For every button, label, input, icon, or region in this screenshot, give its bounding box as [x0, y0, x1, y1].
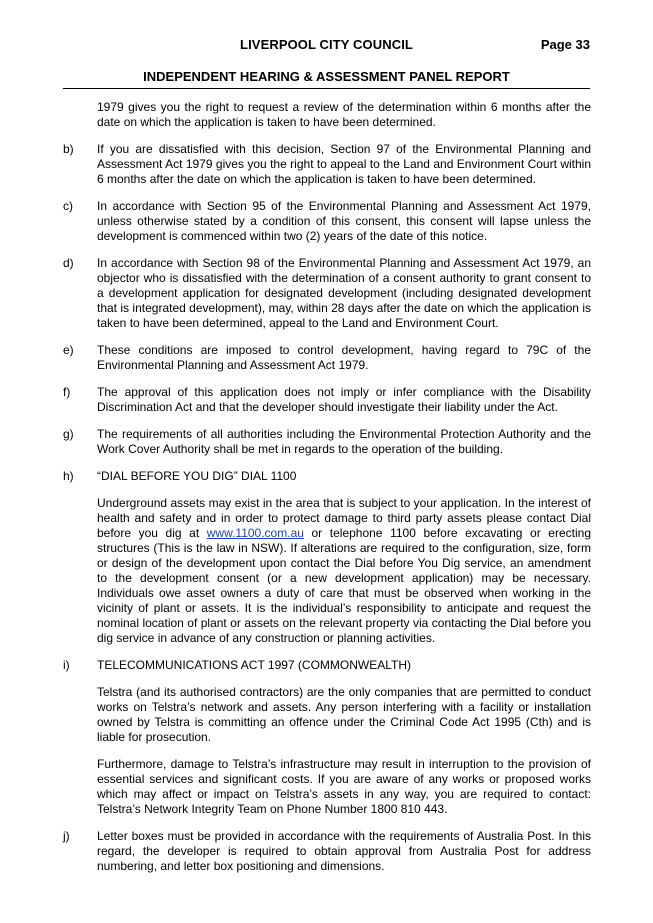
item-label: g) [63, 427, 74, 441]
item-text: These conditions are imposed to control development, having regard to 79C of the Environmental Planning and Assessment Act 1979. [97, 343, 591, 372]
list-item-c [63, 199, 591, 244]
item-text: If you are dissatisfied with this decision, Section 97 of the Environmental Planning and Assessment Act 1979 gives you the right to appeal to the Land and Environment Court within 6 months after the date on which the application is taken to have been determined. [97, 142, 591, 186]
item-label: j) [63, 829, 70, 843]
item-label: e) [63, 343, 74, 357]
item-text: In accordance with Section 98 of the Environmental Planning and Assessment Act 1979, an objector who is dissatisfied with the determination of a consent authority to grant consent to a development application for designated development (including designated development that is integrated development), may, within 28 days after the date on which the application is taken to have been determined, appeal to the Land and Environment Court. [97, 256, 591, 330]
report-title: INDEPENDENT HEARING & ASSESSMENT PANEL REPORT [143, 69, 510, 84]
list-item-f [63, 385, 591, 415]
list-item-d [63, 256, 591, 331]
item-label: f) [63, 385, 71, 399]
item-label: i) [63, 658, 70, 672]
item-text: The approval of this application does not imply or infer compliance with the Disability Discrimination Act and that the developer should investigate their liability under the Act. [97, 385, 591, 414]
paragraph-text: Underground assets may exist in the area that is subject to your application. In the interest of health and safety and in order to protect damage to third party assets please contact Dial before you dig at [97, 496, 591, 540]
list-item-j [63, 829, 591, 874]
telstra-paragraph-2: Furthermore, damage to Telstra’s infrastructure may result in interruption to the provision of essential services and significant costs. If you are aware of any works or proposed works which may affect or impact on Telstra’s assets in any way, you are required to contact: Telstra’s Network Integrity Team on Phone Number 1800 810 443. [97, 757, 591, 816]
telstra-paragraph-1: Telstra (and its authorised contractors) are the only companies that are permitted to conduct works on Telstra’s network and assets. Any person interfering with a facility or installation owned by Telstra is committing an offence under the Criminal Code Act 1995 (Cth) and is liable for prosecution. [97, 685, 591, 744]
continued-paragraph: 1979 gives you the right to request a review of the determination within 6 months after the date on which the application is taken to have been determined. [97, 100, 591, 129]
page-number: Page 33 [540, 37, 590, 52]
list-item-h [63, 469, 591, 484]
item-text: In accordance with Section 95 of the Environmental Planning and Assessment Act 1979, unless otherwise stated by a condition of this consent, this consent will lapse unless the development is commenced within two (2) years of the date of this notice. [97, 199, 591, 243]
header-divider [63, 88, 590, 89]
document-body [63, 100, 591, 886]
item-heading: TELECOMMUNICATIONS ACT 1997 (COMMONWEALTH) [97, 658, 412, 672]
item-text: Letter boxes must be provided in accordance with the requirements of Australia Post. In this regard, the developer is required to obtain approval from Australia Post for address numbering, and letter box positioning and dimensions. [97, 829, 591, 873]
item-label: b) [63, 142, 74, 156]
item-heading: “DIAL BEFORE YOU DIG” DIAL 1100 [97, 469, 297, 483]
dial-before-you-dig-link[interactable]: www.1100.com.au [206, 526, 304, 540]
list-item-b [63, 142, 591, 187]
list-item-g [63, 427, 591, 457]
paragraph-text: or telephone 1100 before excavating or erecting structures (This is the law in NSW). If alterations are required to the configuration, size, form or design of the development upon contact the Dial before You Dig service, an amendment to the development consent (or a new development application) may be necessary. Individuals owe asset owners a duty of care that must be observed when working in the vicinity of plant or assets. It is the individual’s responsibility to anticipate and request the nominal location of plant or assets on the relevant property via contacting the Dial before you dig service in advance of any construction or planning activities. [97, 526, 591, 645]
list-item-e [63, 343, 591, 373]
item-text: The requirements of all authorities including the Environmental Protection Authority and the Work Cover Authority shall be met in regards to the operation of the building. [97, 427, 591, 456]
dial-before-you-dig-paragraph [63, 496, 591, 646]
item-label: c) [63, 199, 73, 213]
item-label: d) [63, 256, 74, 270]
council-name: LIVERPOOL CITY COUNCIL [240, 37, 413, 52]
item-label: h) [63, 469, 74, 483]
list-item-i [63, 658, 591, 673]
